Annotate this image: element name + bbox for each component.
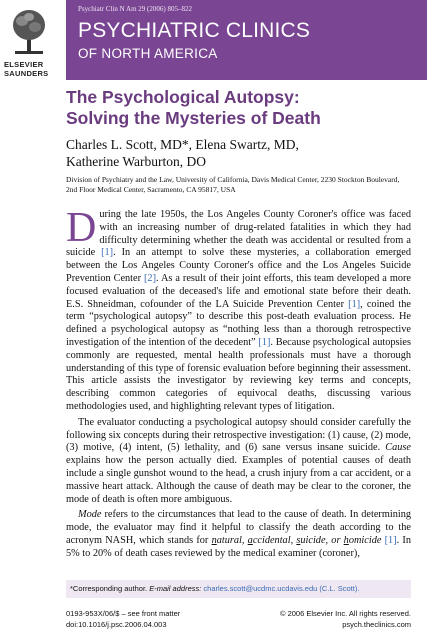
corresponding-author-footnote [70,584,359,593]
text-run: . In an attempt to solve these mysteries, a collaboration emerged between the Los Angeles County Coroner's office and the Los Angeles Suicide Prevention Center [66,247,411,284]
text-run: ccidental, [252,534,297,546]
text-run: omicide [348,534,382,546]
paragraph-concepts [66,417,411,507]
journal-header [0,0,427,80]
authors-line1: Charles L. Scott, MD*, Elena Swartz, MD, [66,137,299,152]
reference-link[interactable]: [1] [101,247,114,259]
text-run: . Because psychological autopsies commonly are requested, mental health professionals must have a thorough understanding of this type of forensic evaluation before beginning their assessment. This article assists the investigator by reviewing key terms and concepts, describing common categories of equivocal deaths, discussing various methodologies used, and highlighting relevant types of litigation. [66,336,411,412]
logo-text-saunders: SAUNDERS [4,69,49,78]
logo-text-elsevier: ELSEVIER [4,60,44,69]
acronym-letter: s [296,534,301,546]
text-run: , coined the term “psychological autopsy” to describe this post-death evaluation process. He defined a psychological autopsy as “nothing less than a thorough retrospective investigation of the intention of the decedent” [66,298,411,348]
journal-title: PSYCHIATRIC CLINICS [78,19,311,42]
author-email-link[interactable]: charles.scott@ucdmc.ucdavis.edu (C.L. Scott). [201,584,360,593]
text-run: uring the late 1950s, the Los Angeles County Coroner's office was faced with an increasing number of drug-related fatalities in which they had difficulty determining whether the death was accidental or resulted from a suicide [66,209,411,259]
journal-citation: Psychiatr Clin N Am 29 (2006) 805–822 [78,5,192,13]
reference-link[interactable]: [1] [258,336,271,348]
tree-logo-icon [9,7,49,57]
doi-line[interactable]: doi:10.1016/j.psc.2006.04.003 [66,620,167,629]
journal-subtitle: OF NORTH AMERICA [78,46,218,61]
article-title-line1: The Psychological Autopsy: [66,87,300,107]
text-run: The evaluator conducting a psychological autopsy should consider carefully the following six concepts during their retrospective investigation: (1) cause, (2) mode, (3) motive, (4) intent, (5) lethality, and (6) sane versus insane suicide. [66,416,411,454]
drop-cap: D [66,205,97,251]
reference-link[interactable]: [2] [144,272,157,284]
article-body [66,205,411,561]
term-cause: Cause [385,442,411,454]
text-run: explains how the person actually died. Examples of potential causes of death include a single gunshot wound to the head, a crush injury from a car accident, or a massive heart attack. Although the cause of death may be clear to the coroner, the mode of death is often more ambiguous. [66,455,411,505]
footnote-prefix: *Corresponding author. [70,584,150,593]
paragraph-intro [66,205,411,414]
authors-line2: Katherine Warburton, DO [66,154,206,169]
text-run: . As a result of their joint efforts, this team developed a more focused evaluation of the deceased's life and emotional state before their death. E.S. Shneidman, cofounder of the LA Suicide Prevention Center [66,272,411,310]
text-run: . In 5% to 20% of death cases reviewed by the medical examiner (coroner), [66,534,411,559]
reference-link[interactable]: [1] [348,298,361,310]
article-authors [66,136,406,170]
text-run: uicide, or [300,534,344,546]
text-run: refers to the circumstances that lead to the cause of death. In determining mode, the evaluator may find it helpful to classify the death according to the acronym NASH, which stands for [66,509,411,546]
article-title [66,87,406,129]
issn-line: 0193-953X/06/$ – see front matter [66,609,181,618]
text-run: atural, [216,534,248,546]
term-mode: Mode [78,509,102,521]
footnote-label: E-mail address: [149,584,202,593]
reference-link[interactable]: [1] [384,534,397,546]
paragraph-mode [66,509,411,560]
author-affiliation: Division of Psychiatry and the Law, University of California, Davis Medical Center, 2230 Stockton Boulevard, 2nd Floor Medical Center, Sacramento, CA 95817, USA [66,175,400,194]
publisher-logo [0,0,66,80]
website-link[interactable]: psych.theclinics.com [342,620,411,629]
copyright-line: © 2006 Elsevier Inc. All rights reserved. [279,609,411,618]
acronym-letter: h [343,534,349,546]
acronym-letter: a [247,534,253,546]
article-title-line2: Solving the Mysteries of Death [66,108,321,128]
acronym-letter: n [211,534,217,546]
